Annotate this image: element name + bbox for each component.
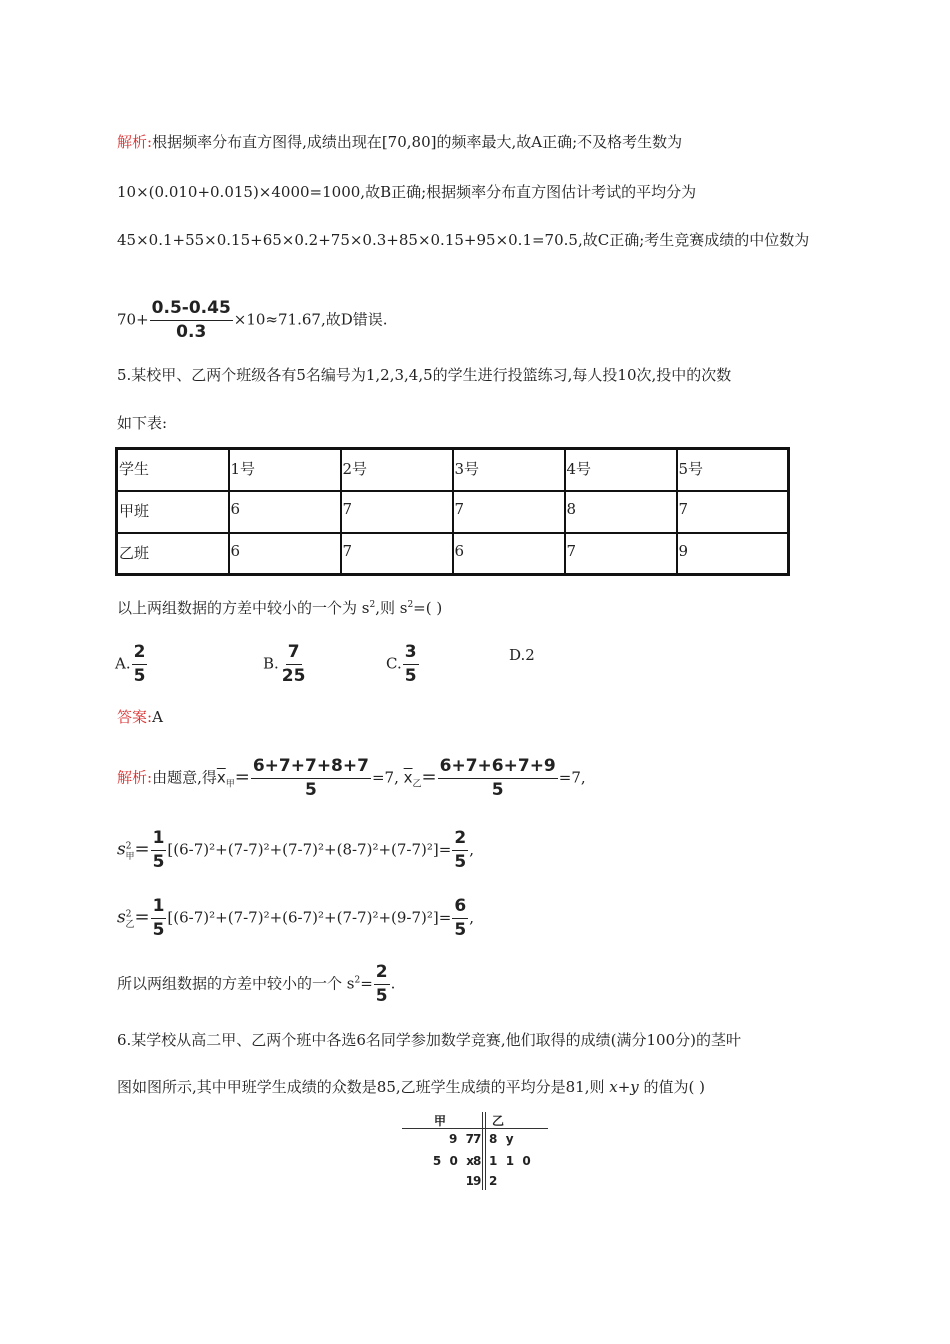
solution-tag: 解析: xyxy=(117,133,153,151)
table-cell: 4号 xyxy=(565,449,677,491)
plot-head-right: 乙 xyxy=(492,1114,505,1128)
plot-head-left: 甲 xyxy=(434,1114,447,1128)
plot-leaves-right: 2 xyxy=(489,1174,498,1188)
answer-tag: 答案: xyxy=(117,708,153,726)
table-cell: 7 xyxy=(565,533,677,575)
fraction: $\frac{7}{25}$ xyxy=(281,642,306,686)
q6-stem-line2: 图如图所示,其中甲班学生成绩的众数是85,乙班学生成绩的平均分是81,则 x+y 的值为( ) xyxy=(117,1078,706,1096)
table-cell: 7 xyxy=(341,491,453,533)
plot-divider-vertical xyxy=(485,1112,486,1190)
table-cell: 6 xyxy=(229,533,341,575)
plot-leaves-right: 1 1 0 xyxy=(489,1154,531,1168)
sol4-line1: 解析:根据频率分布直方图得,成绩出现在[70,80]的频率最大,故A正确;不及格考生数为 xyxy=(117,133,683,151)
table-cell: 2号 xyxy=(341,449,453,491)
q5-stem-line1: 5.某校甲、乙两个班级各有5名编号为1,2,3,4,5的学生进行投篮练习,每人投10次,投中的次数 xyxy=(117,366,732,384)
fraction: $\frac{6}{5}$ xyxy=(454,896,467,940)
table-cell: 8 xyxy=(565,491,677,533)
table-cell: 7 xyxy=(341,533,453,575)
plot-divider-vertical xyxy=(482,1112,483,1190)
solution-tag: 解析: xyxy=(117,768,153,787)
plot-leaves-left: 5 0 x xyxy=(432,1154,474,1168)
option-b[interactable]: B. $\frac{7}{25}$ xyxy=(263,642,306,686)
q5-stem-line2: 如下表: xyxy=(117,414,168,432)
stem-leaf-plot xyxy=(402,1110,550,1192)
table-row xyxy=(117,533,789,575)
table-cell: 7 xyxy=(453,491,565,533)
q5-solution-means: 解析:由题意,得$\overline{x}_甲=$ $\frac{6+7+7+8+7}{5}$ =7, $\overline{x}_乙=$ $\frac{6+7+6+7+9}{5}$ =7, xyxy=(117,756,586,800)
plot-leaves-left: 1 xyxy=(465,1174,474,1188)
option-c[interactable]: C. $\frac{3}{5}$ xyxy=(386,642,417,686)
plot-leaves-left: 9 7 xyxy=(448,1132,474,1146)
plot-stem: 9 xyxy=(473,1174,482,1188)
fraction: $\frac{1}{5}$ xyxy=(152,828,165,872)
sol4-line4: 70+ $\frac{0.5-0.45}{0.3}$ ×10≈71.67,故D错误. xyxy=(117,298,388,342)
table-cell: 3号 xyxy=(453,449,565,491)
q5-question: 以上两组数据的方差中较小的一个为 $s^2$,则 $s^2=$( ) xyxy=(117,599,443,617)
fraction: $\frac{6+7+6+7+9}{5}$ xyxy=(439,756,556,800)
option-a[interactable]: A. $\frac{2}{5}$ xyxy=(115,642,146,686)
scores-table xyxy=(115,447,790,576)
table-cell: 6 xyxy=(229,491,341,533)
fraction: $\frac{2}{5}$ xyxy=(375,962,388,1006)
fraction: $\frac{6+7+7+8+7}{5}$ xyxy=(252,756,369,800)
plot-stem: 7 xyxy=(473,1132,482,1146)
fraction: $\frac{1}{5}$ xyxy=(152,896,165,940)
fraction: $\frac{2}{5}$ xyxy=(133,642,146,686)
plot-leaves-right: 8 y xyxy=(489,1132,514,1146)
table-cell: 乙班 xyxy=(117,533,229,575)
q6-stem-line1: 6.某学校从高二甲、乙两个班中各选6名同学参加数学竞赛,他们取得的成绩(满分100分)的茎叶 xyxy=(117,1031,741,1049)
table-cell: 9 xyxy=(677,533,789,575)
table-cell: 学生 xyxy=(117,449,229,491)
table-row xyxy=(117,491,789,533)
q5-conclusion: 所以两组数据的方差中较小的一个 $s^2=$ $\frac{2}{5}$ . xyxy=(117,962,396,1006)
fraction: $\frac{3}{5}$ xyxy=(404,642,417,686)
q5-answer: 答案:A xyxy=(117,708,163,726)
table-cell: 6 xyxy=(453,533,565,575)
sol4-line2: 10×(0.010+0.015)×4000=1000,故B正确;根据频率分布直方图估计考试的平均分为 xyxy=(117,183,697,201)
plot-stem: 8 xyxy=(473,1154,482,1168)
table-header-row xyxy=(117,449,789,491)
table-cell: 甲班 xyxy=(117,491,229,533)
table-cell: 5号 xyxy=(677,449,789,491)
option-d[interactable]: D.2 xyxy=(509,646,535,664)
sol4-line3: 45×0.1+55×0.15+65×0.2+75×0.3+85×0.15+95×0.1=70.5,故C正确;考生竞赛成绩的中位数为 xyxy=(117,231,810,249)
q5-variance-jia: $s^2_甲=$ $\frac{1}{5}$ [(6-7)²+(7-7)²+(7-7)²+(8-7)²+(7-7)²]= $\frac{2}{5}$ , xyxy=(117,828,474,872)
plot-divider-horizontal xyxy=(402,1128,548,1129)
q5-variance-yi: $s^2_乙=$ $\frac{1}{5}$ [(6-7)²+(7-7)²+(6-7)²+(7-7)²+(9-7)²]= $\frac{6}{5}$ , xyxy=(117,896,474,940)
table-cell: 7 xyxy=(677,491,789,533)
fraction: $\frac{0.5-0.45}{0.3}$ xyxy=(151,298,231,342)
table-cell: 1号 xyxy=(229,449,341,491)
fraction: $\frac{2}{5}$ xyxy=(454,828,467,872)
